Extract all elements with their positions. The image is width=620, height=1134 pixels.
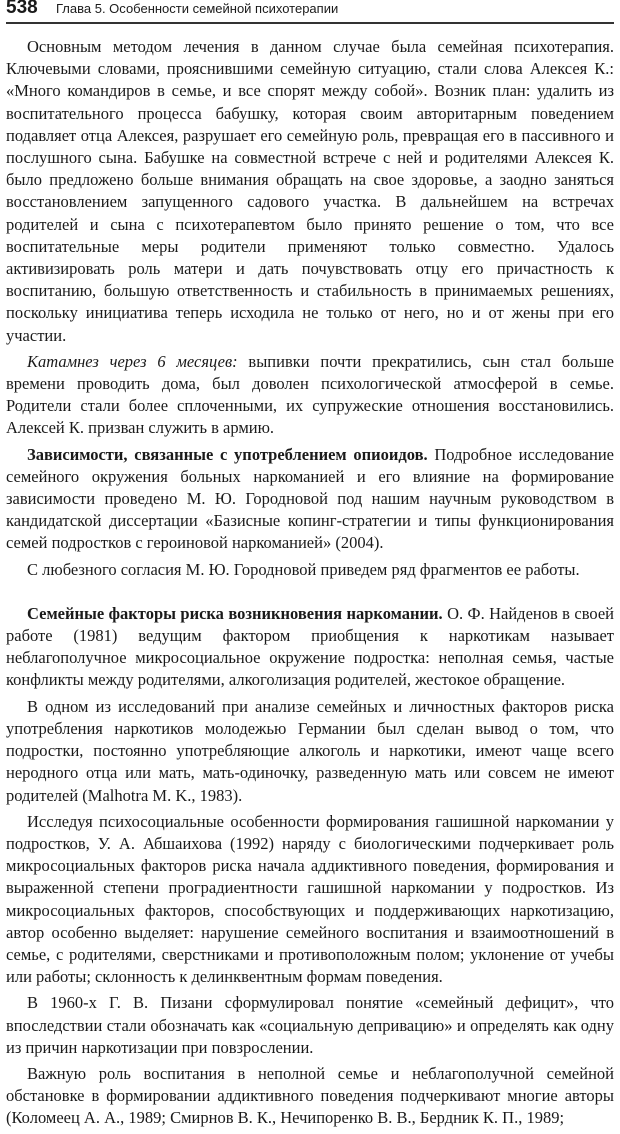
paragraph-text: В 1960-х Г. В. Пизани сформулировал понятие «семейный дефицит», что впоследствии стали обозначать как «социальную депривацию» и определять как одну из причин наркотизации при повзрослении. [6,993,614,1057]
paragraph-opioids [6,444,614,555]
paragraph-pizani [6,992,614,1059]
paragraph-text: В одном из исследований при анализе семейных и личностных факторов риска употребления наркотиков молодежью Германии был сделан вывод о том, что подростки, постоянно употребляющие алкоголь и наркотики, имеют чаще всего неродного отца или мать, мать-одиночку, разведенную мать или совсем не имеют родителей (Malhotra M. K., 1983). [6,696,614,805]
paragraph-treatment [6,36,614,347]
paragraph-text: О. Ф. Найденов в своей работе (1981) ведущим фактором приобщения к наркотикам называет неблагополучное микросоциальное окружение подростка: неполная семья, частые конфликты между родителями, алкоголизация родителей, жестокое обращение. [6,603,614,690]
paragraph-gorodnova [6,559,614,581]
page-header [6,0,614,24]
page-number: 538 [6,0,38,18]
paragraph-germany-study [6,696,614,807]
paragraph-text: Подробное исследование семейного окружения больных наркоманией и его влияние на формирование зависимости проведено М. Ю. Городновой под нашим научным руководством в кандидатской диссертации «Базисные копинг-стратегии и типы функционирования семей подростков с героиновой наркоманией» (2004). [6,444,614,553]
paragraph-text: выпивки почти прекратились, сын стал больше времени проводить дома, был доволен психологической атмосферой в семье. Родители стали более сплоченными, их супружеские отношения восстановились. Алексей К. призван служить в армию. [6,351,614,438]
paragraph-lead-bold: Зависимости, связанные с употреблением опиоидов. [27,444,428,464]
paragraph-text: С любезного согласия М. Ю. Городновой приведем ряд фрагментов ее работы. [27,559,580,579]
paragraph-incomplete-family [6,1063,614,1130]
paragraph-abshaikhova [6,811,614,989]
body-text [6,36,614,1134]
chapter-title: Глава 5. Особенности семейной психотерапии [56,1,339,16]
paragraph-lead-italic: Катамнез через 6 месяцев: [27,351,238,371]
paragraph-text: Основным методом лечения в данном случае была семейная психотерапия. Ключевыми словами, прояснившими семейную ситуацию, стали слова Алексея К.: «Много командиров в семье, и все спорят между собой». Возник план: удалить из воспитательного процесса бабушку, которая своим авторитарным поведением подавляет отца Алексея, разрушает его семейную роль, превращая его в пассивного и послушного сына. Бабушке на совместной встрече с ней и родителями Алексея К. было предложено больше внимания обращать на свое здоровье, а заодно заняться восстановлением запущенного садового участка. В дальнейшем на встречах родителей и сына с психотерапевтом было принято решение о том, что все воспитательные меры родители применяют только совместно. Удалось активизировать роль матери и дать почувствовать отцу его причастность к воспитанию, большую ответственность и стабильность в принимаемых решениях, поскольку инициатива теперь исходила не только от него, но и от жены при его участии. [6,37,614,345]
paragraph-risk-factors [6,603,614,692]
paragraph-lead-bold: Семейные факторы риска возникновения наркомании. [27,603,443,623]
paragraph-katamnez [6,351,614,440]
paragraph-text: Исследуя психосоциальные особенности формирования гашишной наркомании у подростков, У. А. Абшаихова (1992) наряду с биологическими подчеркивает роль микросоциальных факторов риска начала аддиктивного поведения, формирования и выраженной степени проградиентности гашишной наркомании у подростков. Из микросоциальных факторов, способствующих и поддерживающих наркотизацию, автор особенно выделяет: нарушение семейного воспитания и взаимоотношений в семье, с родителями, сверстниками и противоположным полом; уклонение от учебы или работы; склонность к делинквентным формам поведения. [6,811,614,987]
paragraph-text: Важную роль воспитания в неполной семье и неблагополучной семейной обстановке в формировании аддиктивного поведения подчеркивают многие авторы (Коломеец А. А., 1989; Смирнов В. К., Нечипоренко В. В., Бердник К. П., 1989; [6,1063,614,1128]
